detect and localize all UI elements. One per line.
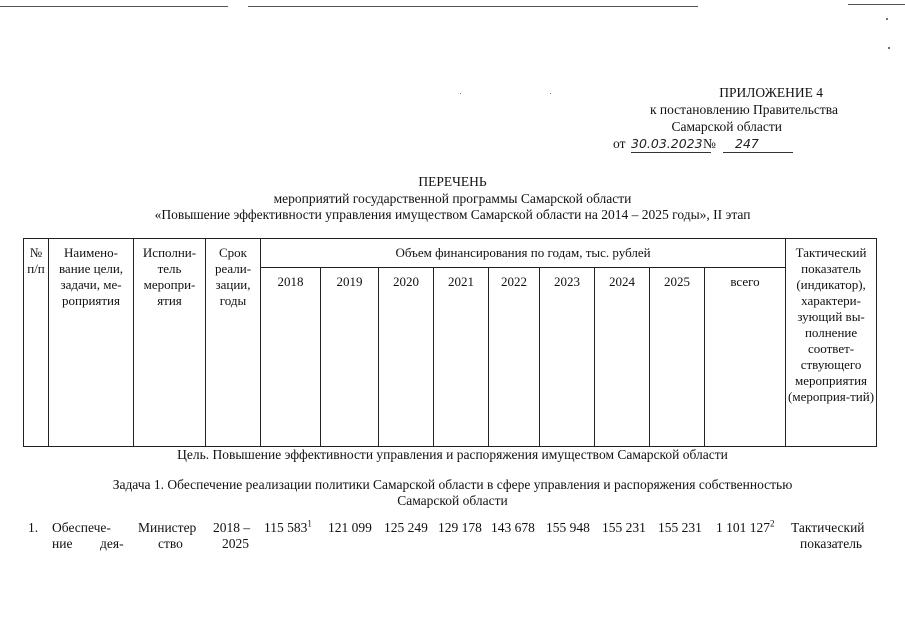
document-title: ПЕРЕЧЕНЬ [418, 174, 487, 189]
row-indicator-line1: Тактический [791, 520, 865, 535]
task-line-1: Задача 1. Обеспечение реализации политики Самарской области в сфере управления и распоряжения собственностью [112, 477, 793, 492]
footnote-2: 2 [770, 518, 775, 529]
row-executor-line2: ство [158, 536, 183, 551]
scan-edge-line [248, 6, 698, 7]
header-year-2021: 2021 [434, 268, 489, 447]
document-subtitle: мероприятий государственной программы Самарской области [273, 191, 632, 206]
header-year-2018: 2018 [261, 268, 321, 447]
appendix-date-line [585, 135, 825, 152]
activities-table-header [23, 238, 877, 447]
from-prefix: от [613, 136, 626, 151]
scan-speck [888, 47, 890, 49]
footnote-1: 1 [307, 518, 312, 529]
row-name-line1: Обеспече- [52, 520, 111, 535]
program-name: «Повышение эффективности управления имуществом Самарской области на 2014 – 2025 годы», II этап [154, 207, 751, 222]
scan-edge-line [0, 6, 228, 7]
header-year-2024: 2024 [595, 268, 650, 447]
handwritten-number: 247 [723, 135, 793, 153]
header-year-2019: 2019 [321, 268, 379, 447]
row-value-2024: 155 231 [602, 520, 646, 535]
row-number: 1. [28, 520, 39, 535]
appendix-block [585, 84, 838, 152]
row-term-line2: 2025 [222, 536, 249, 551]
table-row [0, 520, 905, 560]
header-cell-executor: Исполни-тель меропри-ятия [134, 239, 206, 447]
appendix-region: Самарской области [671, 119, 782, 134]
row-value-2025: 155 231 [658, 520, 702, 535]
task-line-2: Самарской области [397, 493, 508, 508]
number-sign: № [703, 136, 716, 151]
goal-line: Цель. Повышение эффективности управления и распоряжения имуществом Самарской области [177, 447, 728, 462]
scan-speck [460, 93, 461, 94]
header-year-2023: 2023 [540, 268, 595, 447]
row-value-2019: 121 099 [328, 520, 372, 535]
header-cell-name: Наимено-вание цели, задачи, ме-роприятия [49, 239, 134, 447]
value-total: 1 101 127 [716, 520, 770, 535]
scan-edge-line [848, 4, 905, 5]
scan-speck [886, 18, 888, 20]
row-term-line1: 2018 – [213, 520, 251, 535]
header-year-2025: 2025 [650, 268, 705, 447]
row-name-line2: ние [52, 536, 73, 551]
value-2018: 115 583 [264, 520, 308, 535]
handwritten-date: 30.03.2023 [631, 135, 711, 153]
header-total: всего [705, 268, 786, 447]
header-year-2020: 2020 [379, 268, 434, 447]
header-year-2022: 2022 [489, 268, 540, 447]
appendix-resolution: к постановлению Правительства [649, 102, 838, 117]
row-value-2023: 155 948 [546, 520, 590, 535]
row-value-2020: 125 249 [384, 520, 428, 535]
scan-speck [550, 93, 551, 94]
row-executor-line1: Министер [138, 520, 197, 535]
row-value-total [716, 520, 775, 536]
appendix-title: ПРИЛОЖЕНИЕ 4 [719, 85, 823, 100]
row-name-line2b: дея- [100, 536, 124, 551]
row-value-2021: 129 178 [438, 520, 482, 535]
header-cell-term: Срок реали-зации, годы [206, 239, 261, 447]
header-cell-indicator: Тактический показатель (индикатор), характери-зующий вы-полнение соответ-ствующего мероприятия (мероприя-тий) [786, 239, 877, 447]
row-indicator-line2: показатель [800, 536, 863, 551]
header-cell-funding: Объем финансирования по годам, тыс. рублей [261, 239, 786, 268]
row-value-2022: 143 678 [491, 520, 535, 535]
row-value-2018 [264, 520, 312, 536]
header-cell-no: № п/п [24, 239, 49, 447]
